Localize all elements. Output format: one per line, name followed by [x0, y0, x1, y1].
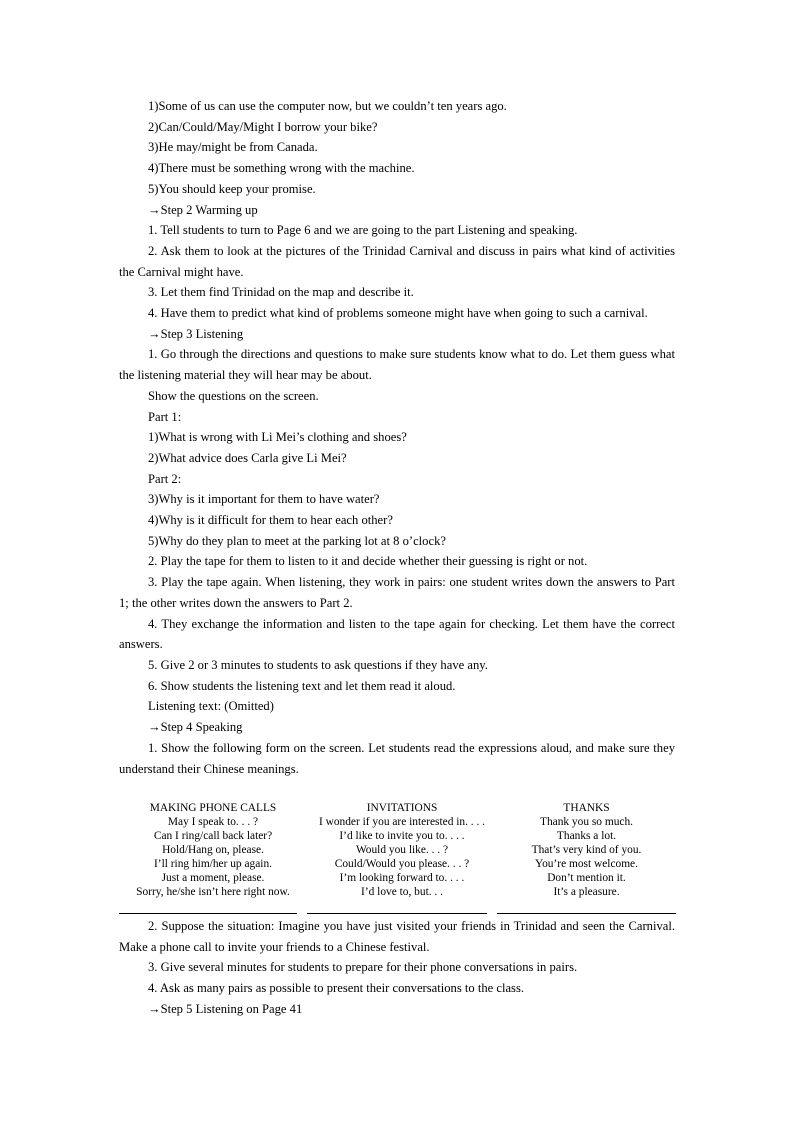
- thanks-phrase: Thanks a lot.: [556, 830, 617, 842]
- table-rule-left: [119, 913, 297, 914]
- paragraph-line: 1)What is wrong with Li Mei’s clothing and shoes?: [148, 430, 407, 445]
- header-thanks: THANKS: [563, 802, 610, 814]
- paragraph-line: 6. Show students the listening text and let them read it aloud.: [148, 678, 456, 693]
- paragraph-line: 2)Can/Could/May/Might I borrow your bike?: [148, 119, 378, 134]
- table-row: [119, 871, 676, 885]
- thanks-phrase: You’re most welcome.: [535, 858, 638, 870]
- paragraph-line: Part 1:: [148, 409, 182, 424]
- thanks-phrase: It’s a pleasure.: [553, 886, 620, 898]
- header-invitations: INVITATIONS: [366, 802, 438, 814]
- paragraph-line: 4. Have them to predict what kind of problems someone might have when going to such a carnival.: [148, 306, 648, 321]
- thanks-phrase: Don’t mention it.: [547, 872, 626, 884]
- thanks-phrase: Thank you so much.: [539, 816, 633, 828]
- table-rule-right: [497, 913, 676, 914]
- paragraph-line: 3)Why is it important for them to have water?: [148, 492, 380, 507]
- paragraph-line: 4)Why is it difficult for them to hear each other?: [148, 513, 393, 528]
- paragraph-line: 3. Give several minutes for students to prepare for their phone conversations in pairs.: [148, 960, 578, 975]
- paragraph-line: 3)He may/might be from Canada.: [148, 140, 318, 155]
- invitation-phrase: Could/Would you please. . . ?: [334, 858, 470, 870]
- paragraph-line: 1. Go through the directions and questions to make sure students know what to do. Let them guess what the listening material they will hear may be about.: [119, 347, 675, 383]
- paragraph-line: Show the questions on the screen.: [148, 388, 319, 403]
- phone-call-phrase: Sorry, he/she isn’t here right now.: [136, 886, 290, 898]
- phone-call-phrase: Just a moment, please.: [161, 872, 265, 884]
- document-body: [119, 96, 675, 779]
- table-rule-middle: [307, 913, 487, 914]
- paragraph-line: 3. Play the tape again. When listening, they work in pairs: one student writes down the answers to Part 1; the other writes down the answers to Part 2.: [119, 575, 675, 610]
- paragraph-line: 4. They exchange the information and listen to the tape again for checking. Let them have the correct answers.: [119, 616, 675, 652]
- phone-call-phrase: May I speak to. . . ?: [167, 816, 259, 828]
- paragraph-line: 5)Why do they plan to meet at the parking lot at 8 o’clock?: [148, 533, 446, 548]
- paragraph-line: 2. Play the tape for them to listen to it and decide whether their guessing is right or not.: [148, 554, 588, 569]
- thanks-phrase: That’s very kind of you.: [531, 844, 642, 856]
- paragraph-line: 5)You should keep your promise.: [148, 181, 316, 196]
- table-row: [119, 815, 676, 829]
- phone-call-phrase: Can I ring/call back later?: [153, 830, 273, 842]
- paragraph-line: 2)What advice does Carla give Li Mei?: [148, 450, 347, 465]
- paragraph-line: 5. Give 2 or 3 minutes to students to ask questions if they have any.: [148, 657, 488, 672]
- paragraph-line: 4. Ask as many pairs as possible to present their conversations to the class.: [148, 981, 524, 996]
- paragraph-line: 3. Let them find Trinidad on the map and describe it.: [148, 285, 414, 300]
- phone-call-phrase: Hold/Hang on, please.: [162, 844, 264, 856]
- paragraph-line: →Step 2 Warming up: [148, 202, 258, 217]
- paragraph-line: 2. Suppose the situation: Imagine you have just visited your friends in Trinidad and seen the Carnival. Make a phone call to invite your friends to a Chinese festival.: [119, 919, 675, 954]
- table-row: [119, 843, 676, 857]
- table-row: [119, 829, 676, 843]
- table-row: [119, 885, 676, 905]
- paragraph-line: →Step 5 Listening on Page 41: [148, 1001, 303, 1016]
- paragraph-line: 2. Ask them to look at the pictures of the Trinidad Carnival and discuss in pairs what kind of activities the Carnival might have.: [119, 243, 675, 279]
- paragraph-line: 1. Tell students to turn to Page 6 and we are going to the part Listening and speaking.: [148, 223, 578, 238]
- invitation-phrase: I wonder if you are interested in. . . .: [318, 816, 486, 828]
- header-making-phone-calls: MAKING PHONE CALLS: [149, 802, 277, 814]
- phone-call-phrase: I’ll ring him/her up again.: [154, 858, 272, 870]
- expressions-table: [119, 801, 676, 905]
- document-body-continued: [119, 916, 675, 1020]
- paragraph-line: →Step 3 Listening: [148, 326, 244, 341]
- paragraph-line: 4)There must be something wrong with the machine.: [148, 161, 415, 176]
- paragraph-line: 1. Show the following form on the screen. Let students read the expressions aloud, and make sure they understand their Chinese meanings.: [119, 740, 675, 776]
- paragraph-line: →Step 4 Speaking: [148, 720, 243, 735]
- invitation-phrase: I’d love to, but. . .: [361, 886, 443, 898]
- paragraph-line: Part 2:: [148, 471, 182, 486]
- paragraph-line: 1)Some of us can use the computer now, but we couldn’t ten years ago.: [148, 99, 507, 113]
- invitation-phrase: Would you like. . . ?: [355, 844, 449, 856]
- table-row: [119, 857, 676, 871]
- invitation-phrase: I’d like to invite you to. . . .: [339, 830, 465, 842]
- paragraph-line: Listening text: (Omitted): [148, 699, 274, 714]
- invitation-phrase: I’m looking forward to. . . .: [339, 872, 465, 884]
